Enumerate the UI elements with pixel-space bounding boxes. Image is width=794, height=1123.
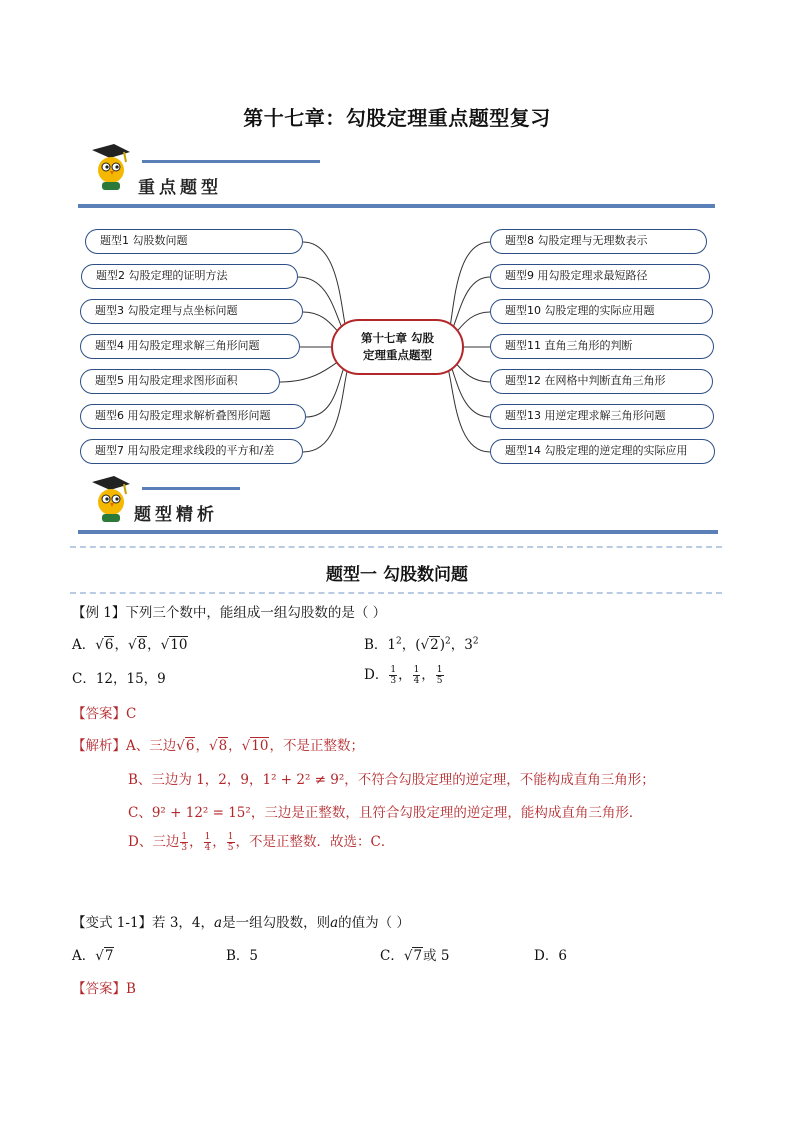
mindmap <box>0 0 794 470</box>
mindmap-node: 题型1 勾股数问题 <box>85 229 303 254</box>
sqrt-expr: √7 <box>403 948 423 964</box>
option-text: 或 5 <box>423 948 450 964</box>
exponent: 2 <box>445 636 451 647</box>
option-a <box>72 633 188 653</box>
mindmap-center-node <box>331 319 464 375</box>
mindmap-node: 题型3 勾股定理与点坐标问题 <box>80 299 303 324</box>
numerator: 1 <box>204 832 211 842</box>
variant-option-c <box>380 944 449 964</box>
mindmap-node: 题型9 用勾股定理求最短路径 <box>490 264 710 289</box>
variant-label: 【变式 1-1】 <box>72 915 153 931</box>
banner-label: 重点题型 <box>138 178 222 198</box>
mindmap-node: 题型5 用勾股定理求图形面积 <box>80 369 280 394</box>
fraction <box>180 832 188 853</box>
variant-option-d: D．6 <box>534 948 567 964</box>
banner-accent-line <box>142 487 240 490</box>
example-stem <box>72 601 386 621</box>
center-line-2: 定理重点题型 <box>363 348 432 362</box>
radicand: 2 <box>430 637 439 653</box>
base: 1 <box>387 637 397 653</box>
mindmap-node: 题型6 用勾股定理求解析叠图形问题 <box>80 404 306 429</box>
separator: ， <box>401 637 416 653</box>
example-label: 【例 1】 <box>72 605 126 621</box>
sqrt-expr: √10 <box>160 637 188 653</box>
answer-label: 【答案】 <box>72 706 126 722</box>
analysis-text: B、三边为 1，2，9， <box>128 772 263 788</box>
option-b: B．$1^2$，$(√2)^2$，$3^2$ <box>364 636 479 653</box>
radicand: 10 <box>251 738 269 754</box>
option-label: B． <box>364 637 388 653</box>
equation: 9² + 12² = 15² <box>151 805 251 821</box>
option-label: D． <box>364 667 389 683</box>
variable: a <box>330 915 339 931</box>
analysis-text: ，三边是正整数，且符合勾股定理的逆定理，能构成直角三角形． <box>250 805 643 821</box>
option-label: C． <box>380 948 404 964</box>
sqrt-expr: √2 <box>420 637 439 653</box>
center-line-1: 第十七章 勾股 <box>360 331 434 345</box>
separator: ， <box>212 834 226 850</box>
base: 3 <box>464 637 473 653</box>
fraction <box>389 665 397 686</box>
analysis-text: D、三边 <box>128 834 180 850</box>
numerator: 1 <box>436 665 443 675</box>
option-label: A． <box>72 948 96 964</box>
separator: ， <box>421 667 435 683</box>
separator: ， <box>114 637 128 653</box>
sqrt-expr: √7 <box>95 948 114 964</box>
option-d <box>364 663 445 686</box>
mindmap-node: 题型13 用逆定理求解三角形问题 <box>490 404 714 429</box>
denominator: 4 <box>413 676 420 686</box>
variant-stem <box>72 911 410 931</box>
answer-value: B <box>126 981 136 997</box>
separator: ， <box>189 834 203 850</box>
numerator: 1 <box>390 665 397 675</box>
numerator: 1 <box>227 832 234 842</box>
numerator: 1 <box>413 665 420 675</box>
sqrt-expr: √6 <box>176 738 195 754</box>
radicand: 6 <box>185 738 195 754</box>
denominator: 5 <box>436 676 443 686</box>
denominator: 4 <box>204 843 211 853</box>
separator: ， <box>228 738 242 754</box>
analysis-line-c <box>128 801 642 821</box>
analysis-line-a <box>72 734 364 754</box>
banner-analysis <box>78 472 718 540</box>
mindmap-node: 题型10 勾股定理的实际应用题 <box>490 299 713 324</box>
section-heading: 题型一 勾股数问题 <box>326 565 468 585</box>
denominator: 3 <box>390 676 397 686</box>
variant-text: 的值为（ ） <box>338 915 410 931</box>
mindmap-node: 题型14 勾股定理的逆定理的实际应用 <box>490 439 715 464</box>
radicand: 6 <box>104 637 114 653</box>
sqrt-expr: √8 <box>208 738 228 754</box>
variant-option-a <box>72 944 114 964</box>
analysis-text: ，不符合勾股定理的逆定理，不能构成直角三角形； <box>344 772 655 788</box>
analysis-line-b <box>128 768 655 788</box>
analysis-text: ，不是正整数．故选：C． <box>235 834 395 850</box>
sqrt-expr: √10 <box>241 738 269 754</box>
fraction <box>413 665 421 686</box>
page-title: 第十七章：勾股定理重点题型复习 <box>243 106 551 130</box>
radicand: 10 <box>170 637 188 653</box>
analysis-line-d <box>128 830 394 853</box>
separator: ， <box>147 637 161 653</box>
radicand: 8 <box>137 637 147 653</box>
separator: ， <box>398 667 412 683</box>
analysis-text: C、 <box>128 805 152 821</box>
radicand: 7 <box>104 948 114 964</box>
denominator: 5 <box>227 843 234 853</box>
variant-text: 是一组勾股数，则 <box>222 915 331 931</box>
mascot-icon <box>84 472 136 524</box>
radicand: 8 <box>218 738 228 754</box>
analysis-label: 【解析】 <box>72 738 126 754</box>
option-label: A． <box>72 637 96 653</box>
variant-text: 若 3，4， <box>152 915 215 931</box>
exponent: 2 <box>472 636 479 647</box>
section-divider-bottom <box>70 592 722 594</box>
banner-rule <box>78 530 718 534</box>
answer-line <box>72 702 136 722</box>
denominator: 3 <box>181 843 188 853</box>
fraction <box>436 665 444 686</box>
fraction <box>227 832 235 853</box>
example-question: 下列三个数中，能组成一组勾股数的是（ ） <box>125 605 387 621</box>
mindmap-node: 题型11 直角三角形的判断 <box>490 334 714 359</box>
mindmap-node: 题型4 用勾股定理求解三角形问题 <box>80 334 300 359</box>
separator: ， <box>450 637 465 653</box>
mindmap-node: 题型8 勾股定理与无理数表示 <box>490 229 707 254</box>
exponent: 2 <box>396 636 402 647</box>
sqrt-expr: √8 <box>127 637 147 653</box>
answer-label: 【答案】 <box>72 981 126 997</box>
mindmap-node: 题型7 用勾股定理求线段的平方和/差 <box>80 439 303 464</box>
analysis-text: A、三边 <box>126 738 177 754</box>
connector-left-7 <box>303 360 352 452</box>
numerator: 1 <box>181 832 188 842</box>
variable: a <box>214 915 223 931</box>
separator: ， <box>195 738 209 754</box>
radicand: 7 <box>413 948 423 964</box>
variant-answer-line <box>72 977 136 997</box>
analysis-text: ，不是正整数； <box>269 738 364 754</box>
mindmap-node: 题型12 在网格中判断直角三角形 <box>490 369 713 394</box>
equation: 1² + 2² ≠ 9² <box>262 772 345 788</box>
variant-option-b: B．5 <box>226 948 259 964</box>
section-divider-top <box>70 546 722 548</box>
mindmap-node: 题型2 勾股定理的证明方法 <box>81 264 298 289</box>
banner-label: 题型精析 <box>134 505 218 525</box>
option-c: C．12，15，9 <box>72 671 166 687</box>
answer-value: C <box>126 706 137 722</box>
fraction <box>204 832 212 853</box>
sqrt-expr: √6 <box>95 637 114 653</box>
